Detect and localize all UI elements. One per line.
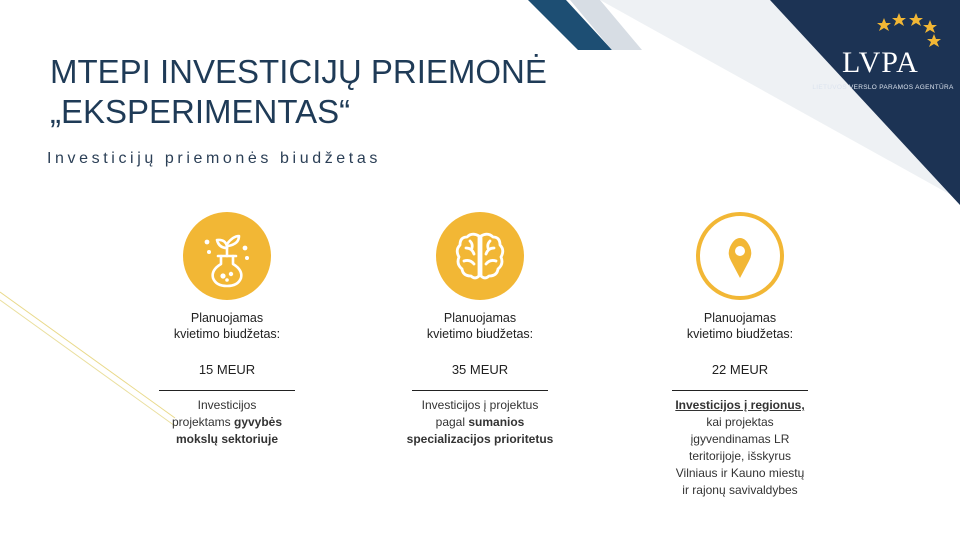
logo-name: LVPA [842,46,919,79]
desc-line-6: ir rajonų savivaldybes [682,483,798,497]
card-icon-circle [696,212,784,300]
budget-amount: 15 MEUR [198,362,256,377]
lvpa-logo [806,10,960,100]
divider [159,390,295,391]
budget-card-smart-specialization [385,212,575,448]
brain-icon [436,212,524,300]
title-line-2: „EKSPERIMENTAS“ [50,93,351,130]
desc-line-4: teritorijoje, išskyrus [688,449,792,463]
card-icon-circle [436,212,524,300]
eu-stars-icon [806,10,960,50]
desc-line-2-bold: sumanios [468,415,525,429]
desc-line-2-text: projektams [171,415,234,429]
desc-line-1-bold: Investicijos į regionus, [675,398,805,412]
card-description [132,397,322,448]
desc-line-1: Investicijos [197,398,257,412]
divider [672,390,808,391]
location-pin-icon [700,216,780,296]
page-subtitle: Investicijų priemonės biudžetas [47,150,381,167]
budget-label-line-2: kvietimo biudžetas: [686,327,794,341]
budget-label-line-2: kvietimo biudžetas: [173,327,281,341]
desc-line-1: Investicijos į projektus [421,398,539,412]
budget-label-line-1: Planuojamas [190,311,264,325]
budget-label [132,310,322,342]
desc-line-3: įgyvendinamas LR [690,432,790,446]
budget-label [645,310,835,342]
desc-line-2-text: pagal [435,415,469,429]
card-icon-circle [183,212,271,300]
budget-amount: 35 MEUR [451,362,509,377]
divider [412,390,548,391]
logo-tagline: LIETUVOS VERSLO PARAMOS AGENTŪRA [812,84,954,91]
desc-line-3-bold: specializacijos prioritetus [406,432,554,446]
budget-label-line-1: Planuojamas [703,311,777,325]
desc-line-5: Vilniaus ir Kauno miestų [675,466,805,480]
desc-line-2: kai projektas [706,415,774,429]
page-title [50,52,547,132]
budget-label-line-1: Planuojamas [443,311,517,325]
budget-card-life-sciences [132,212,322,448]
desc-line-2-bold: gyvybės [234,415,283,429]
science-flask-icon [183,212,271,300]
budget-label-line-2: kvietimo biudžetas: [426,327,534,341]
card-description [385,397,575,448]
title-line-1: MTEPI INVESTICIJŲ PRIEMONĖ [50,53,547,90]
desc-line-3-bold: mokslų sektoriuje [175,432,279,446]
budget-amount: 22 MEUR [711,362,769,377]
budget-label [385,310,575,342]
card-description [645,397,835,499]
budget-card-regions [645,212,835,499]
